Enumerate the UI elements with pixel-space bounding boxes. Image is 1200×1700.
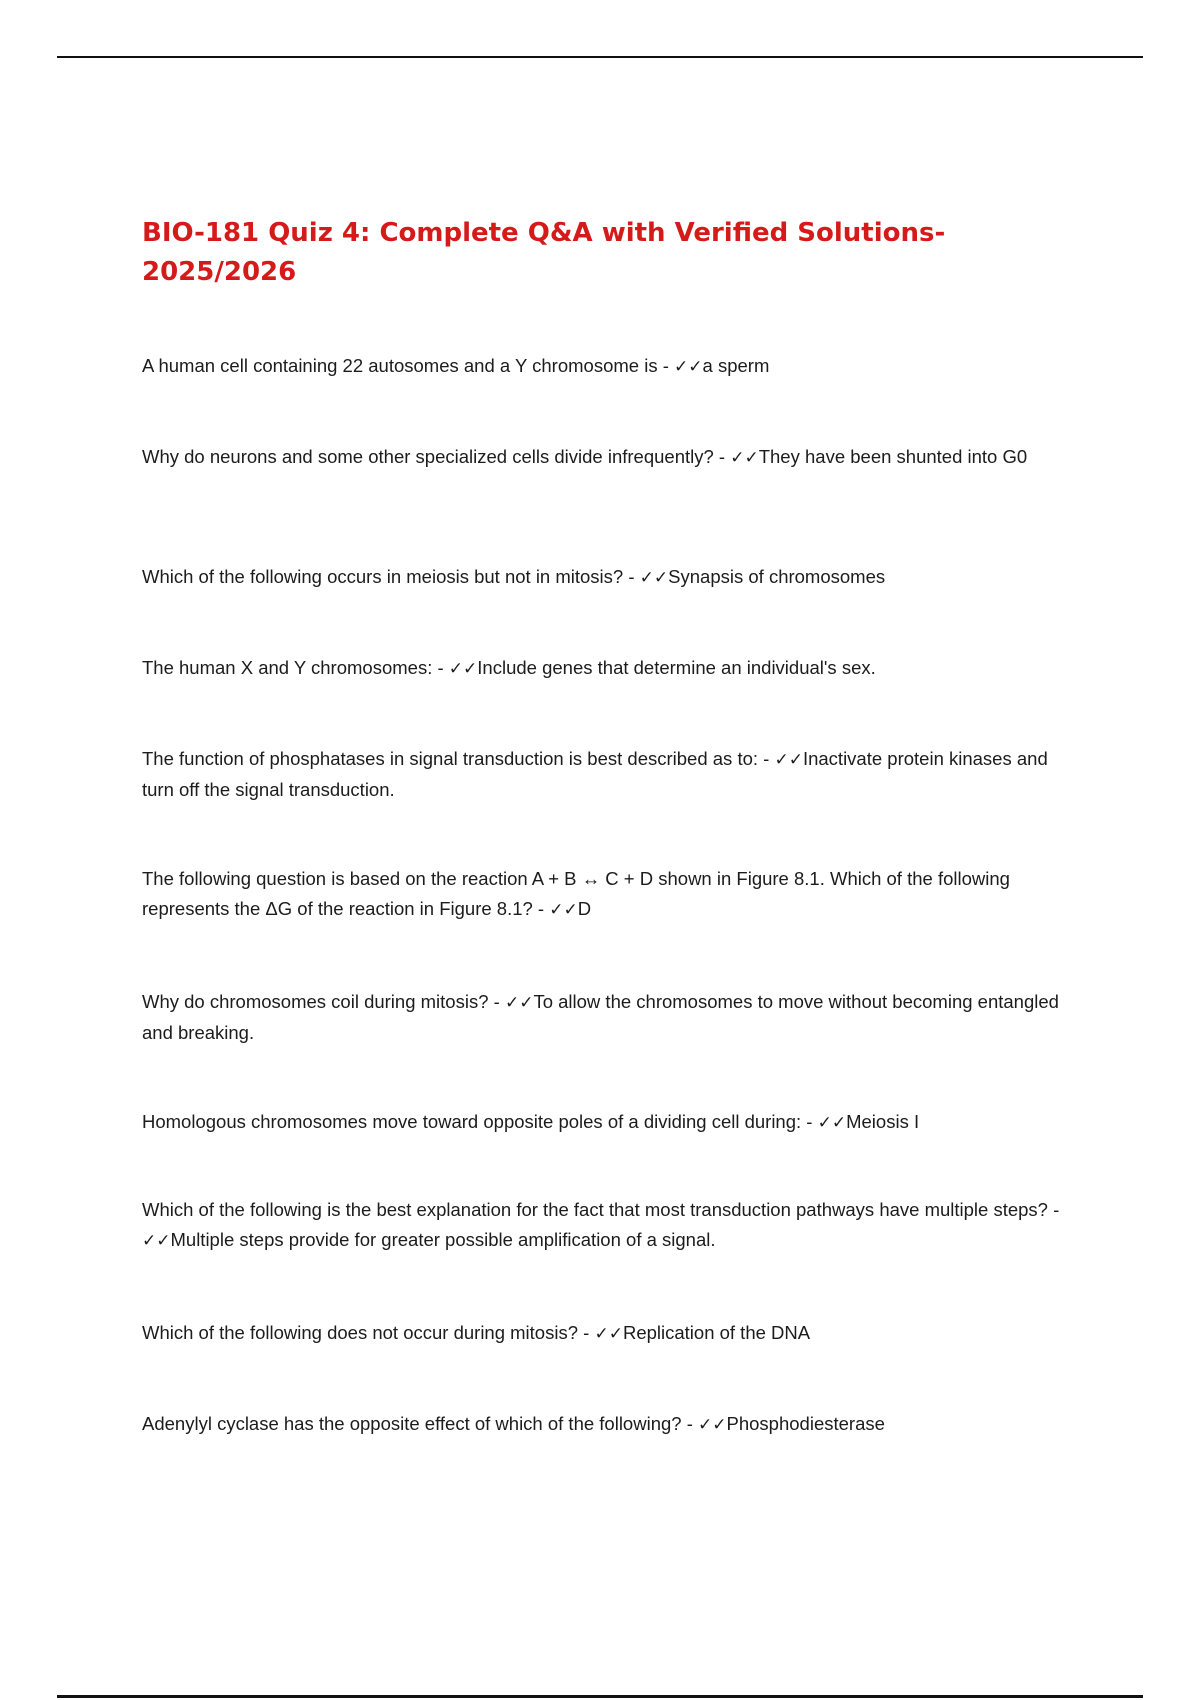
qa-item bbox=[142, 1195, 1062, 1256]
qa-item bbox=[142, 987, 1062, 1048]
separator: - bbox=[1047, 1199, 1060, 1220]
separator: - bbox=[488, 991, 505, 1012]
question-text: Which of the following is the best explanation for the fact that most transduction pathways have multiple steps? bbox=[142, 1199, 1048, 1220]
qa-item bbox=[142, 1107, 1062, 1138]
question-text: Which of the following does not occur during mitosis? bbox=[142, 1322, 578, 1343]
answer-text: Synapsis of chromosomes bbox=[668, 566, 886, 587]
double-check-icon: ✓✓ bbox=[674, 357, 703, 377]
answer-text: Multiple steps provide for greater possible amplification of a signal. bbox=[170, 1229, 716, 1250]
question-text: Homologous chromosomes move toward opposite poles of a dividing cell during: bbox=[142, 1111, 802, 1132]
separator: - bbox=[432, 657, 449, 678]
qa-item bbox=[142, 351, 1062, 382]
qa-item bbox=[142, 744, 1062, 805]
qa-item bbox=[142, 442, 1062, 473]
separator: - bbox=[713, 446, 731, 467]
double-check-icon: ✓✓ bbox=[549, 900, 578, 920]
separator: - bbox=[801, 1111, 818, 1132]
answer-text: They have been shunted into G0 bbox=[758, 446, 1028, 467]
document-title: BIO-181 Quiz 4: Complete Q&A with Verified Solutions- 2025/2026 bbox=[142, 218, 946, 287]
answer-text: Meiosis I bbox=[846, 1111, 920, 1132]
question-text: The function of phosphatases in signal transduction is best described as to: bbox=[142, 748, 759, 769]
answer-text: D bbox=[577, 898, 592, 919]
double-check-icon: ✓✓ bbox=[142, 1231, 171, 1251]
qa-item bbox=[142, 653, 1062, 684]
double-check-icon: ✓✓ bbox=[594, 1324, 623, 1344]
question-text: The human X and Y chromosomes: bbox=[142, 657, 433, 678]
double-check-icon: ✓✓ bbox=[698, 1415, 727, 1435]
separator: - bbox=[532, 898, 550, 919]
answer-text: Phosphodiesterase bbox=[726, 1413, 885, 1434]
separator: - bbox=[681, 1413, 699, 1434]
separator: - bbox=[758, 748, 775, 769]
answer-text: Include genes that determine an individual's sex. bbox=[477, 657, 876, 678]
question-text: The following question is based on the reaction A + B ↔ C + D shown in Figure 8.1. Which of the following represents the ΔG of the reaction in Figure 8.1? bbox=[142, 868, 1010, 919]
double-check-icon: ✓✓ bbox=[448, 659, 478, 679]
footer-rule bbox=[57, 1695, 1143, 1698]
answer-text: Inactivate protein kinases and turn off the signal transduction. bbox=[142, 748, 1048, 800]
answer-text: To allow the chromosomes to move without becoming entangled and breaking. bbox=[142, 991, 1059, 1043]
double-check-icon: ✓✓ bbox=[817, 1113, 847, 1133]
qa-item bbox=[142, 1318, 1062, 1349]
answer-text: Replication of the DNA bbox=[622, 1322, 811, 1343]
double-check-icon: ✓✓ bbox=[504, 993, 534, 1013]
double-check-icon: ✓✓ bbox=[730, 448, 759, 468]
header-rule bbox=[57, 56, 1143, 58]
question-text: Which of the following occurs in meiosis but not in mitosis? bbox=[142, 566, 624, 587]
separator: - bbox=[623, 566, 640, 587]
qa-item bbox=[142, 562, 1062, 593]
double-check-icon: ✓✓ bbox=[774, 750, 803, 770]
separator: - bbox=[578, 1322, 595, 1343]
question-text: Adenylyl cyclase has the opposite effect of which of the following? bbox=[142, 1413, 682, 1434]
question-text: Why do chromosomes coil during mitosis? bbox=[142, 991, 489, 1012]
qa-item bbox=[142, 1409, 1062, 1440]
separator: - bbox=[657, 355, 675, 376]
question-text: A human cell containing 22 autosomes and a Y chromosome is bbox=[142, 355, 658, 376]
double-check-icon: ✓✓ bbox=[639, 568, 669, 588]
question-text: Why do neurons and some other specialized cells divide infrequently? bbox=[142, 446, 714, 467]
answer-text: a sperm bbox=[702, 355, 770, 376]
qa-item bbox=[142, 864, 1062, 925]
